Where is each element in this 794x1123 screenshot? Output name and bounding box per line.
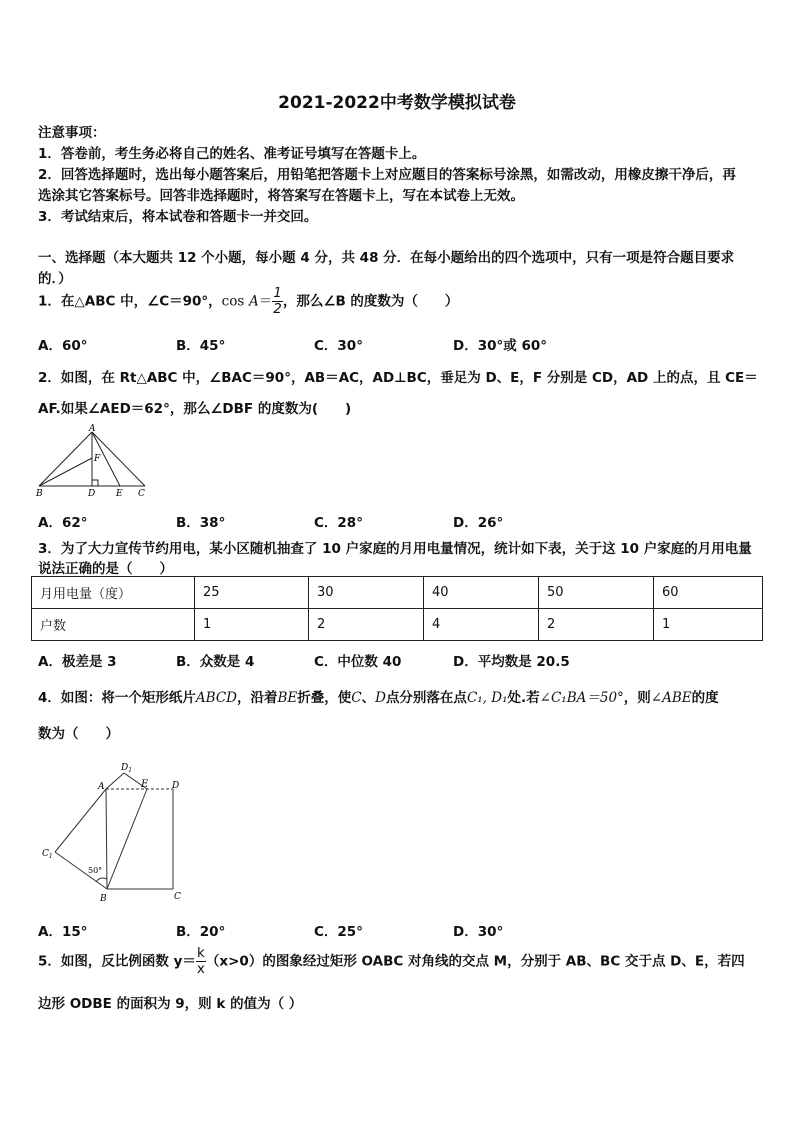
q4-option-c[interactable]: C．25°	[314, 924, 363, 940]
q4-rectangle-figure	[38, 758, 188, 904]
section-heading: 一、选择题（本大题共 12 个小题，每小题 4 分，共 48 分．在每小题给出的四个选项中，只有一项是符合题目要求	[38, 250, 735, 266]
label-c: C	[174, 892, 181, 902]
question-3-cont: 说法正确的是（ ）	[38, 561, 173, 577]
q4-text: 4．如图：将一个矩形纸片	[38, 690, 196, 706]
q3-option-b[interactable]: B．众数是 4	[176, 654, 255, 670]
q5-den: x	[196, 961, 205, 977]
page-title: 2021-2022中考数学模拟试卷	[278, 93, 516, 113]
table-header-cell: 月用电量（度）	[32, 577, 195, 609]
notice-item: 选涂其它答案标号。回答非选择题时，将答案写在答题卡上，写在本试卷上无效。	[38, 188, 524, 204]
notice-item: 2．回答选择题时，选出每小题答案后，用铅笔把答题卡上对应题目的答案标号涂黑，如需改动，用橡皮擦干净后，再	[38, 167, 736, 183]
table-cell: 50	[539, 577, 654, 609]
q2-triangle-figure	[34, 422, 164, 500]
table-cell: 1	[195, 609, 309, 641]
q4-option-d[interactable]: D．30°	[453, 924, 504, 940]
q4-math: ∠C₁BA＝50°	[539, 690, 624, 706]
q2-option-a[interactable]: A．62°	[38, 515, 88, 531]
table-row	[32, 609, 763, 641]
label-e: E	[116, 489, 123, 499]
table-cell: 25	[195, 577, 309, 609]
q1-num: 1	[273, 285, 282, 301]
q4-text: 点分别落在点	[385, 690, 467, 706]
q5-fraction	[196, 946, 206, 977]
q2-option-c[interactable]: C．28°	[314, 515, 363, 531]
q1-option-c[interactable]: C．30°	[314, 338, 363, 354]
question-3: 3．为了大力宣传节约用电，某小区随机抽查了 10 户家庭的月用电量情况，统计如下表，关于这 10 户家庭的月用电量	[38, 541, 752, 557]
table-cell: 2	[539, 609, 654, 641]
q4-math: BE	[277, 690, 298, 706]
label-e: E	[141, 779, 149, 790]
angle-label: 50°	[88, 866, 103, 875]
question-1	[38, 286, 458, 317]
q4-math: C₁, D₁	[466, 690, 508, 706]
label-c1-sub: 1	[48, 853, 53, 860]
q1-var: A	[249, 293, 259, 310]
q4-math: D	[375, 690, 386, 706]
label-b: B	[36, 489, 43, 499]
question-5-cont: 边形 ODBE 的面积为 9，则 k 的值为（ ）	[38, 996, 303, 1012]
q4-text: 的度	[691, 690, 719, 706]
label-c1	[42, 849, 53, 860]
label-d1-sub: 1	[128, 767, 133, 774]
table-cell: 40	[424, 577, 539, 609]
q1-cos: cos	[221, 293, 245, 310]
electricity-table	[31, 576, 763, 641]
notice-heading: 注意事项：	[38, 125, 106, 141]
table-cell: 60	[654, 577, 763, 609]
q4-text: ，则	[623, 690, 651, 706]
q2-option-b[interactable]: B．38°	[176, 515, 226, 531]
q1-text: 1．在△ABC 中，∠C＝90°，	[38, 293, 222, 310]
q4-math: ABCD	[195, 690, 237, 706]
table-header-cell: 户数	[32, 609, 195, 641]
q4-option-a[interactable]: A．15°	[38, 924, 88, 940]
label-a: A	[89, 424, 96, 434]
q5-text: （x>0）的图象经过矩形 OABC 对角线的交点 M，分别于 AB、BC 交于点 D、E，若四	[205, 953, 745, 970]
label-d: D	[88, 489, 96, 499]
section-heading-cont: 的．）	[38, 271, 72, 287]
question-2: 2．如图，在 Rt△ABC 中，∠BAC＝90°，AB＝AC，AD⊥BC，垂足为 D、E，F 分别是 CD，AD 上的点，且 CE＝	[38, 370, 758, 386]
label-b: B	[100, 894, 107, 904]
question-4	[38, 686, 719, 706]
label-d1	[120, 763, 132, 774]
q1-den: 2	[273, 301, 282, 317]
q4-text: 处.若	[507, 690, 540, 706]
q1-eq: ＝	[258, 293, 273, 310]
label-c: C	[138, 489, 145, 499]
question-4-cont: 数为（ ）	[38, 726, 119, 742]
question-2-cont: AF.如果∠AED＝62°，那么∠DBF 的度数为( )	[38, 401, 352, 417]
label-d1-main: D	[121, 763, 129, 773]
q2-option-d[interactable]: D．26°	[453, 515, 504, 531]
q4-math: ∠ABE	[650, 690, 692, 706]
label-d: D	[172, 781, 180, 791]
label-f: F	[94, 454, 101, 464]
q1-option-a[interactable]: A．60°	[38, 338, 88, 354]
q1-option-b[interactable]: B．45°	[176, 338, 226, 354]
q3-option-c[interactable]: C．中位数 40	[314, 654, 402, 670]
q1-text-end: ，那么∠B 的度数为（ ）	[282, 293, 459, 310]
q3-option-d[interactable]: D．平均数是 20.5	[453, 654, 570, 670]
question-5	[38, 946, 745, 977]
q1-option-d[interactable]: D．30°或 60°	[453, 338, 547, 354]
table-cell: 2	[309, 609, 424, 641]
q4-text: 折叠，使	[297, 690, 352, 706]
q1-fraction	[272, 286, 283, 317]
q3-option-a[interactable]: A．极差是 3	[38, 654, 117, 670]
q4-text: 、	[361, 690, 376, 706]
q4-text: ，沿着	[236, 690, 278, 706]
table-cell: 4	[424, 609, 539, 641]
label-c1-main: C	[42, 849, 49, 859]
table-cell: 1	[654, 609, 763, 641]
q5-num: k	[196, 945, 205, 961]
q4-option-b[interactable]: B．20°	[176, 924, 226, 940]
notice-item: 1．答卷前，考生务必将自己的姓名、准考证号填写在答题卡上。	[38, 146, 426, 162]
table-cell: 30	[309, 577, 424, 609]
q5-text: 5．如图，反比例函数 y＝	[38, 953, 196, 970]
notice-item: 3．考试结束后，将本试卷和答题卡一并交回。	[38, 209, 318, 225]
q4-math: C	[351, 690, 362, 706]
table-row	[32, 577, 763, 609]
label-a: A	[98, 782, 105, 792]
